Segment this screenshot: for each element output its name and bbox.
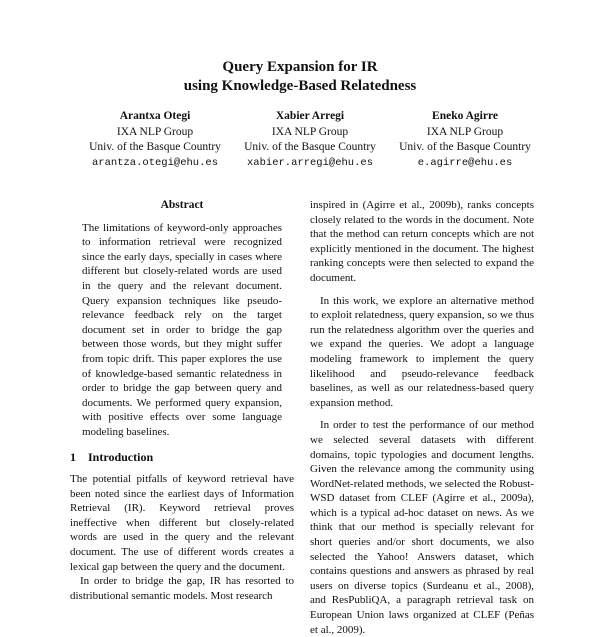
title-line-1: Query Expansion for IR (222, 59, 378, 75)
author-block-2 (225, 109, 395, 171)
right-column (310, 198, 534, 637)
author-email: xabier.arregi@ehu.es (246, 156, 374, 169)
author-affiliation: Univ. of the Basque Country (244, 141, 376, 153)
author-email: arantza.otegi@ehu.es (91, 156, 219, 169)
author-name: Arantxa Otegi (119, 110, 191, 122)
section-title: Introduction (88, 449, 154, 464)
right-paragraph-1: inspired in (Agirre et al., 2009b), ranks concepts closely related to the words in the document. Note that the method can return concepts which are not explicitly mentioned in the document. The highest ranking concepts were then selected to expand the document. (310, 199, 534, 284)
author-name: Eneko Agirre (432, 110, 498, 122)
author-group: IXA NLP Group (271, 125, 349, 138)
right-paragraph-2: In this work, we explore an alternative method to exploit relatedness, query expansion, so we thus run the relatedness algorithm over the queries and we expand the queries. We adopt a language modeling framework to implement the query likelihood and pseudo-relevance feedback baselines, as well as our relatedness-based query expansion method. (310, 294, 534, 409)
intro-paragraph-1: The potential pitfalls of keyword retrieval have been noted since the earliest days of Information Retrieval (IR). Keyword retrieval proves ineffective when different but closely-related words are used in the query and the relevant document. The use of different words creates a lexical gap between the query and the document. (70, 473, 294, 573)
author-name: Xabier Arregi (275, 110, 345, 122)
author-affiliation: Univ. of the Basque Country (89, 141, 221, 153)
author-email: e.agirre@ehu.es (417, 156, 513, 169)
abstract-text: The limitations of keyword-only approaches to information retrieval were recognized since the early days, specially in cases where different but closely-related words are used in the query and the relevant document. Query expansion techniques like pseudo-relevance feedback rely on the target document set in order to bridge the gap between those words, but they might suffer from topic drift. This paper explores the use of knowledge-based semantic relatedness in order to bridge the gap between query and documents. We performed query expansion, with positive effects over some language modeling baselines. (82, 221, 282, 438)
paper-title (0, 58, 600, 96)
section-number: 1 (70, 449, 76, 464)
author-block-1 (70, 109, 240, 171)
author-group: IXA NLP Group (426, 125, 504, 138)
author-group: IXA NLP Group (116, 125, 194, 138)
abstract-heading: Abstract (160, 199, 204, 211)
left-column (70, 198, 294, 603)
section-heading-introduction (70, 450, 294, 465)
author-block-3 (380, 109, 550, 171)
abstract-body (82, 221, 282, 440)
right-paragraph-3: In order to test the performance of our method we selected several datasets with different domains, topic typologies and document lengths. Given the relevance among the community using WordNet-related methods, we selected the Robust-WSD dataset from CLEF (Agirre et al., 2009a), which is a typical ad-hoc dataset on news. As we think that our method is specially relevant for short queries and/or short documents, we also selected the Yahoo! Answers dataset, which contains questions and answers as phrased by real users on diverse topics (Surdeanu et al., 2008), and ResPubliQA, a paragraph retrieval task on European Union laws organized at CLEF (Peñas et al., 2009). (310, 419, 534, 636)
title-line-2: using Knowledge-Based Relatedness (183, 78, 417, 94)
intro-paragraph-2: In order to bridge the gap, IR has resorted to distributional semantic models. Most research (70, 575, 294, 602)
author-affiliation: Univ. of the Basque Country (399, 141, 531, 153)
